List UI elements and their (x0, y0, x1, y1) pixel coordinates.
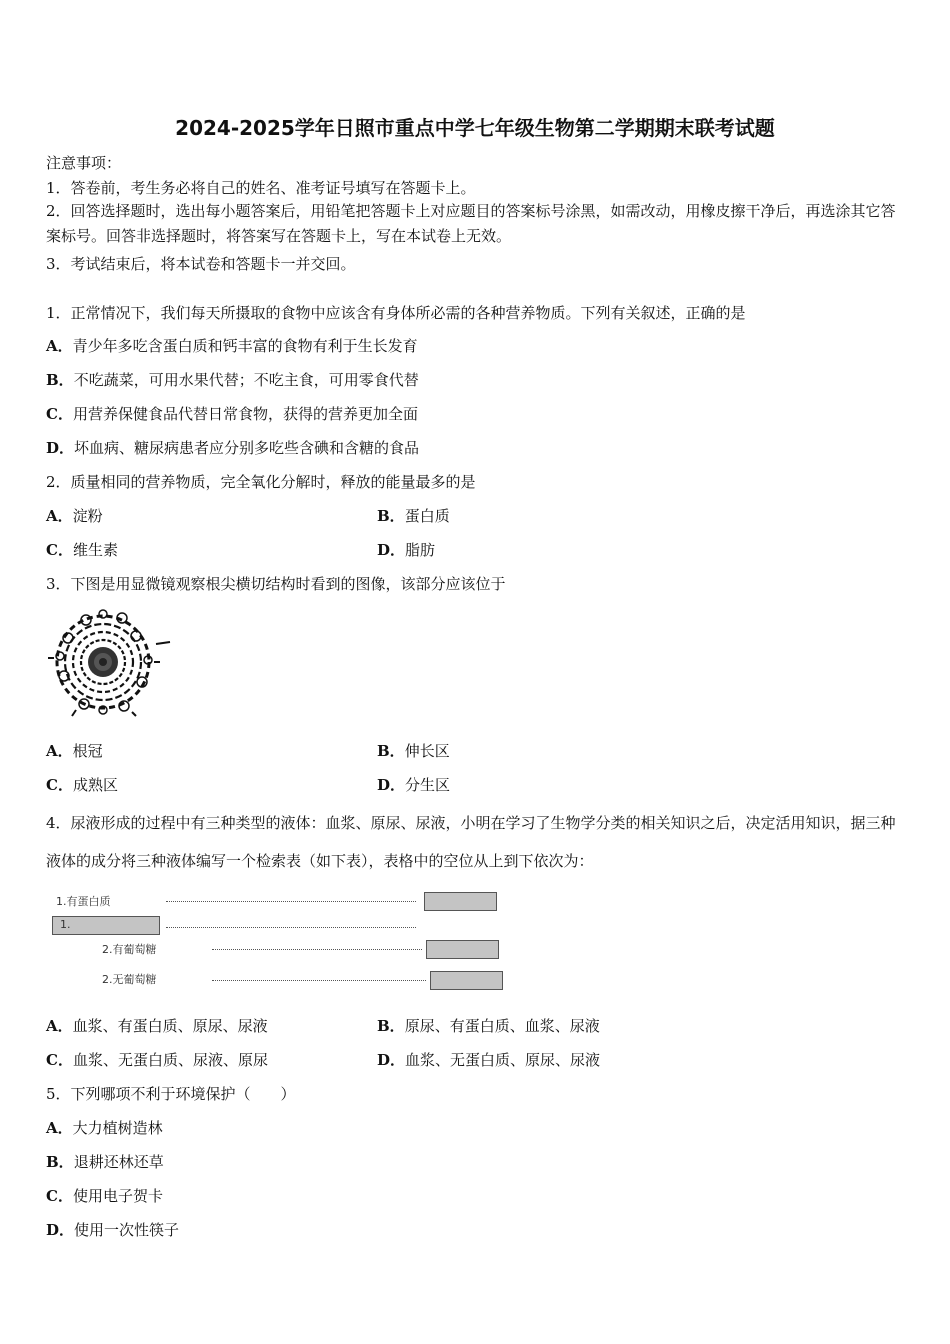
option-text: 退耕还林还草 (73, 1153, 164, 1171)
key-row-3-dots (212, 949, 422, 950)
key-blank-3 (426, 940, 499, 959)
q4-option-a (46, 1015, 268, 1036)
option-text: 使用电子贺卡 (72, 1187, 163, 1205)
option-text: 使用一次性筷子 (74, 1221, 180, 1239)
key-row-4-dots (212, 980, 426, 981)
root-cross-section-figure (46, 606, 176, 722)
q2-option-c (46, 539, 118, 560)
option-letter: D． (46, 1221, 75, 1239)
option-letter: B． (377, 1017, 405, 1035)
notice-item-2: 2．回答选择题时，选出每小题答案后，用铅笔把答题卡上对应题目的答案标号涂黑，如需改动，用橡皮擦干净后，再选涂其它答案标号。回答非选择题时，将答案写在答题卡上，写在本试卷上无效。 (46, 202, 896, 245)
option-letter: C． (46, 776, 73, 794)
q5-option-a (46, 1117, 163, 1138)
option-letter: D． (377, 541, 406, 559)
key-blank-1 (424, 892, 497, 911)
option-text: 青少年多吃含蛋白质和钙丰富的食物有利于生长发育 (72, 337, 418, 355)
option-text: 蛋白质 (404, 507, 450, 525)
question-3-stem: 3．下图是用显微镜观察根尖横切结构时看到的图像，该部分应该位于 (46, 575, 506, 593)
key-row-2-label: 1. (60, 918, 71, 931)
q1-option-c (46, 403, 418, 424)
q5-option-b (46, 1151, 164, 1172)
question-2-stem: 2．质量相同的营养物质，完全氧化分解时，释放的能量最多的是 (46, 473, 476, 491)
q3-option-c (46, 774, 118, 795)
key-row-2-dots (166, 927, 416, 928)
dichotomous-key-table (50, 888, 510, 998)
option-letter: D． (377, 776, 406, 794)
key-row-4-label: 2.无葡萄糖 (102, 973, 157, 986)
option-letter: C． (46, 1187, 73, 1205)
page-title: 2024-2025学年日照市重点中学七年级生物第二学期期末联考试题 (175, 116, 775, 140)
option-text: 根冠 (72, 742, 103, 760)
option-letter: C． (46, 541, 73, 559)
option-text: 维生素 (72, 541, 118, 559)
option-letter: A． (46, 507, 73, 525)
question-5-stem: 5．下列哪项不利于环境保护（ ） (46, 1085, 296, 1103)
option-text: 原尿、有蛋白质、血浆、尿液 (404, 1017, 600, 1035)
option-text: 分生区 (405, 776, 451, 794)
key-row-3-label: 2.有葡萄糖 (102, 943, 157, 956)
option-text: 血浆、有蛋白质、原尿、尿液 (72, 1017, 268, 1035)
option-letter: C． (46, 405, 73, 423)
question-4-stem: 4．尿液形成的过程中有三种类型的液体：血浆、原尿、尿液，小明在学习了生物学分类的相关知识之后，决定活用知识，据三种液体的成分将三种液体编写一个检索表（如下表），表格中的空位从上到下依次为： (46, 814, 896, 870)
option-letter: A． (46, 742, 73, 760)
q4-option-c (46, 1049, 268, 1070)
key-row-1-dots (166, 901, 416, 902)
option-text: 大力植树造林 (72, 1119, 163, 1137)
option-text: 伸长区 (404, 742, 450, 760)
option-text: 成熟区 (72, 776, 118, 794)
notice-item-3: 3．考试结束后，将本试卷和答题卡一并交回。 (46, 255, 356, 273)
option-text: 用营养保健食品代替日常食物，获得的营养更加全面 (72, 405, 418, 423)
q5-option-c (46, 1185, 163, 1206)
notice-heading: 注意事项： (46, 154, 122, 172)
option-text: 脂肪 (405, 541, 436, 559)
q3-option-d (377, 774, 450, 795)
q1-option-b (46, 369, 419, 390)
option-letter: B． (377, 507, 405, 525)
option-letter: B． (377, 742, 405, 760)
option-letter: D． (46, 439, 75, 457)
question-1-stem: 1．正常情况下，我们每天所摄取的食物中应该含有身体所必需的各种营养物质。下列有关叙述，正确的是 (46, 304, 746, 322)
option-letter: B． (46, 1153, 74, 1171)
option-text: 淀粉 (72, 507, 103, 525)
notice-item-1: 1．答卷前，考生务必将自己的姓名、准考证号填写在答题卡上。 (46, 179, 476, 197)
option-text: 不吃蔬菜，可用水果代替；不吃主食，可用零食代替 (73, 371, 419, 389)
q4-option-d (377, 1049, 600, 1070)
q1-option-d (46, 437, 419, 458)
option-letter: C． (46, 1051, 73, 1069)
q2-option-d (377, 539, 435, 560)
key-row-1-label: 1.有蛋白质 (56, 895, 111, 908)
q2-option-b (377, 505, 450, 526)
option-letter: D． (377, 1051, 406, 1069)
option-letter: A． (46, 1119, 73, 1137)
key-blank-4 (430, 971, 503, 990)
option-letter: B． (46, 371, 74, 389)
option-text: 坏血病、糖尿病患者应分别多吃些含碘和含糖的食品 (74, 439, 420, 457)
q1-option-a (46, 335, 418, 356)
option-letter: A． (46, 337, 73, 355)
q5-option-d (46, 1219, 179, 1240)
q2-option-a (46, 505, 103, 526)
option-text: 血浆、无蛋白质、尿液、原尿 (72, 1051, 268, 1069)
option-text: 血浆、无蛋白质、原尿、尿液 (405, 1051, 601, 1069)
q3-option-b (377, 740, 450, 761)
q4-option-b (377, 1015, 600, 1036)
option-letter: A． (46, 1017, 73, 1035)
q3-option-a (46, 740, 103, 761)
